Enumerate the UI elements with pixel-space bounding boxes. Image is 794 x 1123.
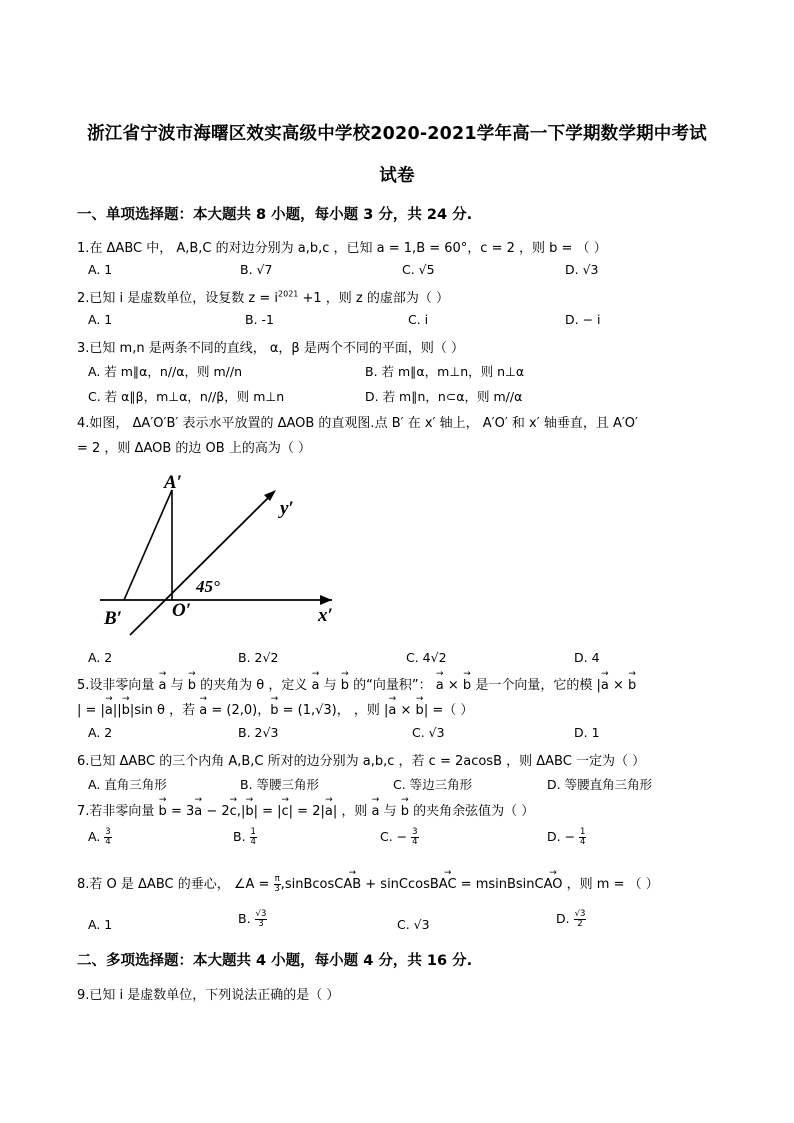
vector-ao: → AO: [544, 877, 563, 892]
numerator: 1: [580, 827, 586, 837]
question-2-option-d: D. − i: [565, 312, 601, 327]
q5-text: 是一个向量，它的模 |: [471, 678, 601, 693]
option-prefix: A.: [88, 829, 105, 844]
fraction: [574, 910, 587, 929]
vector-a: → a: [159, 678, 167, 693]
question-1-option-a: A. 1: [88, 262, 113, 277]
question-8-option-c: C. √3: [397, 917, 430, 932]
vector-a: → a: [312, 678, 320, 693]
denominator: 4: [105, 837, 111, 847]
q5-text: ×: [443, 678, 463, 693]
q5-text: 5.设非零向量: [77, 678, 159, 693]
question-4-option-d: D. 4: [574, 650, 600, 665]
fraction: [250, 828, 257, 847]
vector-b: → b: [416, 703, 424, 718]
question-2-text-b: +1 ，则 z 的虚部为（ ）: [298, 291, 450, 306]
question-5-option-b: B. 2√3: [238, 725, 279, 740]
vector-a: → a: [601, 678, 609, 693]
question-1: [77, 237, 607, 256]
question-5-line-1: [77, 674, 636, 693]
denominator: 2: [577, 919, 583, 929]
oblique-projection-figure: [96, 470, 356, 640]
question-6-option-d: D. 等腰直角三角形: [547, 777, 653, 792]
question-7-option-b: [233, 828, 257, 847]
numerator: 1: [250, 827, 256, 837]
question-7: [77, 800, 534, 819]
vector-ac: → AC: [439, 877, 457, 892]
q7-text: ,|: [236, 804, 246, 819]
vector-a: → a: [194, 804, 202, 819]
vector-b: → b: [122, 703, 130, 718]
q7-text: | = 2|: [288, 804, 325, 819]
q8-text: 8.若 O 是 ΔABC 的垂心， ∠A =: [77, 877, 274, 892]
vector-a: → a: [372, 804, 380, 819]
option-prefix: B.: [238, 911, 255, 926]
q5-text: ×: [608, 678, 628, 693]
q5-text: 的夹角为 θ ，定义: [196, 678, 312, 693]
question-4-option-b: B. 2√2: [238, 650, 279, 665]
q5-text: 与: [319, 678, 341, 693]
label-y-prime: y′: [280, 498, 294, 519]
q7-text: 7.若非零向量: [77, 804, 159, 819]
vector-b: → b: [188, 678, 196, 693]
q8-text: ,sinBcosC: [280, 877, 344, 892]
vector-b: → b: [401, 804, 409, 819]
question-5-option-d: D. 1: [574, 725, 600, 740]
vector-ab: → AB: [343, 877, 361, 892]
q5-text: = (1,√3)， ，则 |: [278, 703, 389, 718]
q5-text: ||: [112, 703, 122, 718]
question-1-text: 1.在 ΔABC 中， A,B,C 的对边分别为 a,b,c ，已知 a = 1,B = 60°，c = 2 ，则 b = （ ）: [77, 241, 607, 256]
question-1-option-d: D. √3: [565, 262, 599, 277]
fraction: [411, 828, 418, 847]
q8-text: = msinBsinC: [456, 877, 544, 892]
vector-b: → b: [463, 678, 471, 693]
q7-text: | = |: [253, 804, 282, 819]
label-b-prime: B′: [104, 608, 123, 629]
question-1-option-b: B. √7: [240, 262, 273, 277]
q5-text: 的“向量积”：: [349, 678, 436, 693]
vector-b: → b: [270, 703, 278, 718]
question-3-option-c: C. 若 α∥β，m⊥α，n//β，则 m⊥n: [88, 389, 285, 404]
vector-a: → a: [436, 678, 444, 693]
q5-text: | = |: [77, 703, 105, 718]
y-axis-line: [130, 494, 272, 635]
q8-text: ，则 m = （ ）: [562, 877, 659, 892]
question-7-option-a: [88, 828, 112, 847]
question-9: 9.已知 i 是虚数单位，下列说法正确的是（ ）: [77, 988, 340, 1003]
question-8-option-b: [238, 910, 267, 929]
vector-a: → a: [199, 703, 207, 718]
question-2-text-a: 2.已知 i 是虚数单位，设复数 z = i: [77, 291, 279, 306]
q7-text: = 3: [166, 804, 195, 819]
question-6: 6.已知 ΔABC 的三个内角 A,B,C 所对的边分别为 a,b,c ，若 c = 2acosB ，则 ΔABC 一定为（ ）: [77, 754, 646, 769]
fraction: [255, 910, 268, 929]
question-7-option-d: [547, 828, 586, 847]
section-heading-single-choice: 一、单项选择题：本大题共 8 小题，每小题 3 分，共 24 分.: [77, 207, 473, 223]
fraction: [104, 828, 111, 847]
question-8-option-d: [556, 910, 586, 929]
question-2-exponent: 2021: [278, 289, 299, 299]
x-axis-arrowhead: [320, 595, 332, 605]
vector-b: → b: [628, 678, 636, 693]
denominator: 3: [274, 884, 280, 894]
question-5-option-a: A. 2: [88, 725, 113, 740]
vector-b: → b: [245, 804, 253, 819]
question-1-option-c: C. √5: [402, 262, 435, 277]
question-4-option-a: A. 2: [88, 650, 113, 665]
question-2: [77, 287, 449, 306]
question-6-option-a: A. 直角三角形: [88, 777, 167, 792]
q5-text: | =（ ）: [423, 703, 474, 718]
question-6-option-b: B. 等腰三角形: [240, 777, 320, 792]
q8-text: + sinCcosB: [361, 877, 439, 892]
label-angle-45: 45°: [196, 577, 220, 596]
q7-text: − 2: [202, 804, 230, 819]
question-3-option-a: A. 若 m∥α，n//α，则 m//n: [88, 364, 242, 379]
question-3-option-d: D. 若 m∥n，n⊂α，则 m//α: [365, 389, 523, 404]
denominator: 4: [250, 837, 256, 847]
q5-text: 与: [166, 678, 188, 693]
q7-text: 的夹角余弦值为（ ）: [409, 804, 535, 819]
q7-text: 与: [379, 804, 401, 819]
numerator: 3: [412, 827, 418, 837]
q7-text: | ，则: [332, 804, 372, 819]
question-3-option-b: B. 若 m∥α，m⊥n，则 n⊥α: [365, 364, 525, 379]
vector-b: → b: [159, 804, 167, 819]
vector-c: → c: [230, 804, 237, 819]
label-o-prime: O′: [172, 600, 192, 621]
numerator: √3: [255, 909, 267, 919]
q5-text: |sin θ ，若: [129, 703, 200, 718]
question-2-option-b: B. -1: [245, 312, 274, 327]
denominator: 3: [258, 919, 264, 929]
label-x-prime: x′: [318, 605, 333, 626]
question-4-option-c: C. 4√2: [406, 650, 447, 665]
question-5-option-c: C. √3: [412, 725, 445, 740]
question-3: 3.已知 m,n 是两条不同的直线， α，β 是两个不同的平面，则（ ）: [77, 341, 464, 356]
question-6-option-c: C. 等边三角形: [393, 777, 473, 792]
question-4-line-1: 4.如图， ΔA′O′B′ 表示水平放置的 ΔAOB 的直观图.点 B′ 在 x′ 轴上， A′O′ 和 x′ 轴垂直，且 A′O′: [77, 416, 638, 431]
q5-text: = (2,0)，: [207, 703, 271, 718]
vector-a: → a: [325, 804, 333, 819]
question-4-line-2: = 2 ，则 ΔAOB 的边 OB 上的高为（ ）: [77, 441, 311, 456]
fraction: [579, 828, 586, 847]
question-5-line-2: [77, 699, 473, 718]
vector-c: → c: [282, 804, 289, 819]
option-prefix: B.: [233, 829, 250, 844]
question-7-option-c: [380, 828, 419, 847]
numerator: √3: [574, 909, 586, 919]
numerator: 3: [105, 827, 111, 837]
question-8: [77, 873, 659, 894]
fraction-pi-over-3: [274, 875, 281, 894]
label-a-prime: A′: [164, 472, 183, 493]
option-prefix: D.: [556, 911, 574, 926]
exam-title-line1: 浙江省宁波市海曙区效实高级中学校2020-2021学年高一下学期数学期中考试: [87, 124, 707, 144]
vector-a: → a: [388, 703, 396, 718]
denominator: 4: [412, 837, 418, 847]
segment-a-b: [124, 490, 172, 600]
vector-b: → b: [341, 678, 349, 693]
question-2-option-c: C. i: [408, 312, 429, 327]
numerator: π: [274, 874, 280, 884]
question-2-option-a: A. 1: [88, 312, 113, 327]
option-prefix: C. −: [380, 829, 412, 844]
section-heading-multiple-choice: 二、多项选择题：本大题共 4 小题，每小题 4 分，共 16 分.: [77, 953, 473, 969]
exam-title-line2: 试卷: [379, 166, 415, 186]
vector-a: → a: [105, 703, 113, 718]
option-prefix: D. −: [547, 829, 580, 844]
denominator: 4: [580, 837, 586, 847]
q5-text: ×: [396, 703, 416, 718]
question-8-option-a: A. 1: [88, 917, 113, 932]
